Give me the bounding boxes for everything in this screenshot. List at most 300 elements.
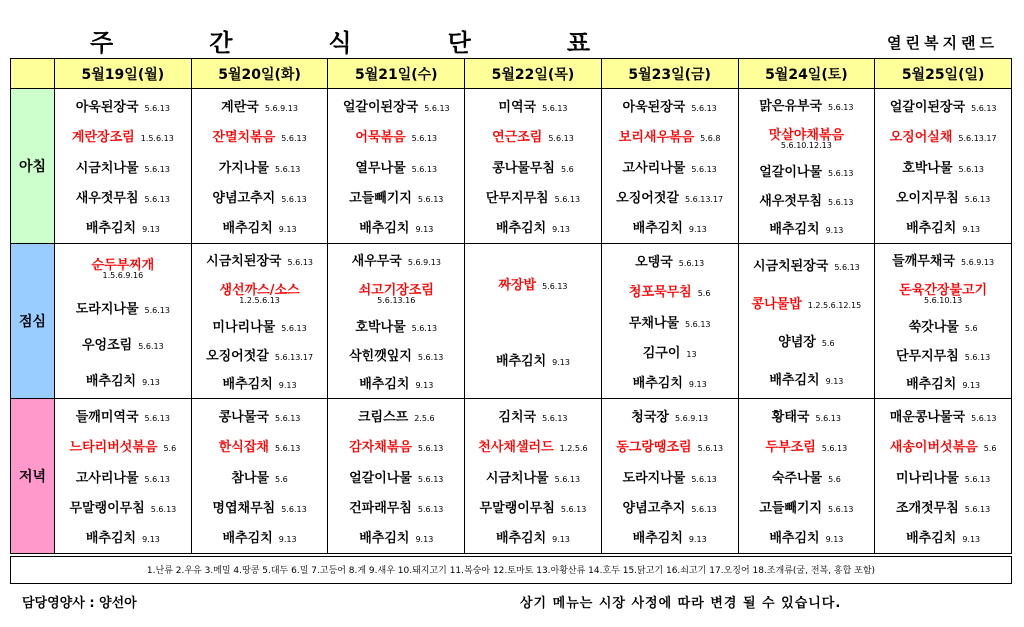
allergen-codes: 5.6.13	[417, 474, 444, 484]
dish-name: 양념고추지	[622, 500, 686, 516]
allergen-codes: 5.6.13	[685, 319, 711, 329]
dish-name: 배추김치	[769, 531, 820, 547]
menu-cell	[328, 399, 465, 554]
dish-name: 배추김치	[359, 221, 410, 237]
menu-item	[739, 192, 875, 209]
menu-item	[328, 408, 464, 425]
dish-name: 무말랭이무침	[69, 500, 145, 516]
main-dish-item	[55, 438, 191, 455]
menu-item-list	[465, 401, 601, 553]
allergen-codes: 9.13	[552, 225, 570, 235]
allergen-codes: 9.13	[415, 225, 434, 235]
dish-name: 계란장조림	[71, 130, 135, 146]
dish-name: 조개젓무침	[895, 500, 959, 516]
menu-item	[328, 98, 464, 115]
main-dish-item	[328, 438, 464, 455]
dish-name: 우엉조림	[82, 337, 133, 353]
menu-item	[328, 189, 464, 206]
menu-item-list	[465, 91, 601, 243]
meal-label: 점심	[11, 244, 55, 399]
menu-cell	[191, 244, 328, 399]
main-dish-item	[55, 256, 191, 281]
day-header: 5월24일(토)	[738, 59, 875, 89]
day-header: 5월25일(일)	[875, 59, 1012, 89]
allergen-codes: 5.6.13	[424, 103, 450, 113]
dish-name: 고들빼기지	[759, 500, 823, 516]
allergen-codes: 5.6.13	[542, 281, 568, 291]
allergen-codes: 5.6.8	[700, 134, 721, 144]
dish-name: 배추김치	[632, 221, 683, 237]
menu-item	[602, 314, 738, 331]
dish-name: 배추김치	[359, 531, 410, 547]
allergen-codes: 9.13	[415, 535, 434, 545]
allergen-codes: 9.13	[142, 225, 160, 235]
menu-item-list	[602, 401, 738, 553]
allergen-codes: 5.6	[964, 323, 978, 333]
dish-name: 한식잡채	[218, 440, 269, 456]
menu-item	[602, 253, 738, 270]
dish-name: 쑥갓나물	[908, 319, 959, 335]
menu-item	[192, 159, 328, 176]
dish-name: 배추김치	[85, 373, 137, 389]
allergen-codes: 5.6.13	[678, 258, 705, 268]
menu-item	[328, 469, 464, 486]
menu-cell	[465, 399, 602, 554]
allergen-codes: 5.6.13	[697, 444, 724, 454]
allergen-codes: 13	[686, 349, 697, 359]
menu-item	[875, 189, 1011, 206]
allergen-codes: 9.13	[962, 381, 981, 391]
dish-name: 얼갈이된장국	[889, 99, 966, 115]
allergen-codes: 5.6.13	[274, 413, 301, 423]
allergen-codes: 5.6.13	[964, 474, 991, 484]
dish-name: 숙주나물	[771, 470, 823, 486]
menu-item	[739, 529, 875, 546]
menu-item	[328, 347, 464, 364]
dish-name: 오징어젓갈	[206, 348, 269, 364]
allergen-codes: 5.6.13	[411, 164, 438, 174]
menu-item-list	[55, 91, 191, 243]
dish-name: 콩나물무침	[492, 160, 555, 176]
dish-name: 시금치나물	[75, 160, 139, 176]
allergen-codes: 5.6	[821, 338, 835, 348]
allergen-codes: 5.6.9.13	[960, 257, 995, 267]
allergen-codes: 5.6.13	[821, 444, 848, 454]
menu-item-list	[192, 246, 328, 398]
allergen-codes: 2.5.6	[414, 413, 435, 423]
dish-name: 들깨무채국	[892, 253, 955, 269]
menu-item	[602, 189, 738, 206]
menu-item	[739, 469, 875, 486]
menu-item	[875, 98, 1011, 115]
menu-item	[602, 219, 738, 236]
allergen-codes: 5.6.13	[828, 102, 854, 112]
menu-item	[465, 219, 601, 236]
brand-name: 열린복지랜드	[887, 34, 998, 52]
allergen-codes: 9.13	[688, 535, 707, 545]
menu-item	[192, 375, 328, 392]
allergen-codes: 9.13	[552, 535, 570, 545]
allergen-codes: 9.13	[688, 225, 707, 235]
menu-item	[55, 219, 191, 236]
allergen-codes: 5.6.13	[417, 194, 444, 204]
dietitian-name: 담당영양사 : 양선아	[22, 596, 137, 611]
menu-cell	[191, 89, 328, 244]
allergen-codes: 5.6.13	[138, 341, 164, 351]
dish-name: 시금치된장국	[752, 258, 829, 274]
menu-item	[55, 469, 191, 486]
dish-name: 삭힌깻잎지	[349, 348, 412, 364]
menu-item-list	[55, 246, 191, 398]
main-dish-item	[602, 283, 738, 300]
dish-name: 얼갈이나물	[759, 164, 823, 180]
dish-name: 천사채샐러드	[478, 440, 554, 456]
menu-item-list	[55, 401, 191, 553]
day-header: 5월21일(수)	[328, 59, 465, 89]
dish-name: 배추김치	[769, 372, 820, 388]
menu-change-notice: 상기 메뉴는 시장 사정에 따라 변경 될 수 있습니다.	[520, 596, 842, 611]
allergen-codes: 5.6.13	[417, 504, 444, 514]
allergen-codes: 9.13	[962, 535, 981, 545]
menu-item	[192, 98, 328, 115]
allergen-codes: 5.6.13	[144, 413, 170, 423]
menu-cell	[55, 89, 192, 244]
menu-item	[55, 300, 191, 317]
menu-cell	[328, 244, 465, 399]
menu-item	[875, 159, 1011, 176]
allergen-codes: 9.13	[142, 377, 160, 387]
dish-name: 배추김치	[359, 377, 410, 393]
dish-name: 새송이버섯볶음	[889, 440, 978, 456]
dish-name: 새우무국	[351, 253, 402, 269]
main-dish-item	[465, 438, 601, 455]
allergen-codes: 9.13	[142, 535, 160, 545]
dish-name: 김치국	[498, 409, 537, 425]
allergen-codes: 5.6.9.13	[674, 413, 709, 423]
allergen-codes: 5.6.13	[691, 164, 717, 174]
dish-name: 오이지무침	[895, 190, 959, 206]
dish-name: 명엽채무침	[212, 500, 276, 516]
dish-name: 배추김치	[906, 377, 957, 393]
allergen-codes: 9.13	[278, 225, 297, 235]
allergen-codes: 9.13	[278, 535, 297, 545]
menu-item	[328, 499, 464, 516]
allergen-codes: 5.6.10.13	[924, 296, 963, 306]
main-dish-item	[328, 128, 464, 145]
allergen-codes: 5.6.13	[542, 413, 568, 423]
dish-name: 새우젓무침	[759, 193, 823, 209]
menu-item-list	[739, 91, 875, 243]
corner-cell	[11, 59, 55, 89]
allergen-codes: 5.6.13	[281, 323, 307, 333]
menu-item	[192, 219, 328, 236]
allergen-codes: 9.13	[825, 226, 844, 236]
allergen-codes: 5.6.13	[834, 262, 860, 272]
dish-name: 무말랭이무침	[479, 500, 555, 516]
menu-cell	[328, 89, 465, 244]
allergen-codes: 9.13	[825, 376, 844, 386]
dish-name: 열무나물	[355, 160, 406, 176]
dish-name: 감자채볶음	[349, 440, 412, 456]
menu-cell	[191, 399, 328, 554]
allergen-codes: 5.6.13	[542, 103, 568, 113]
dish-name: 무채나물	[628, 315, 680, 331]
dish-name: 배추김치	[906, 531, 957, 547]
dish-name: 들깨미역국	[75, 409, 139, 425]
dish-name: 양념장	[778, 334, 816, 350]
menu-cell	[601, 244, 738, 399]
dish-name: 시금치나물	[485, 470, 549, 486]
allergen-codes: 5.6.13.17	[274, 352, 314, 362]
allergen-codes: 5.6.13	[828, 504, 854, 514]
allergen-codes: 5.6.13	[144, 164, 170, 174]
menu-cell	[601, 399, 738, 554]
menu-item	[192, 252, 328, 269]
menu-item-list	[328, 401, 464, 553]
allergen-codes: 5.6.13	[560, 504, 587, 514]
menu-item	[602, 499, 738, 516]
dish-name: 청국장	[631, 409, 669, 425]
menu-cell	[465, 89, 602, 244]
dish-name: 배추김치	[85, 221, 137, 237]
dish-name: 얼갈이된장국	[342, 99, 419, 115]
meal-row-lunch	[11, 244, 1012, 399]
menu-cell	[738, 89, 875, 244]
dish-name: 배추김치	[495, 353, 547, 369]
menu-item	[602, 374, 738, 391]
menu-item	[739, 408, 875, 425]
main-dish-item	[739, 295, 875, 312]
menu-item	[875, 347, 1011, 364]
allergen-codes: 5.6.13	[281, 134, 307, 144]
allergen-codes: 9.13	[962, 225, 981, 235]
menu-item	[602, 469, 738, 486]
menu-item-list	[739, 401, 875, 553]
main-dish-item	[875, 281, 1011, 306]
menu-item	[739, 333, 875, 350]
menu-item	[192, 499, 328, 516]
dish-name: 미나리나물	[895, 470, 959, 486]
menu-item	[55, 499, 191, 516]
allergen-codes: 9.13	[825, 535, 844, 545]
menu-item	[875, 219, 1011, 236]
allergen-codes: 5.6.13	[144, 103, 170, 113]
dish-name: 황태국	[771, 409, 810, 425]
allergen-codes: 5.6	[163, 444, 177, 454]
dish-name: 양념고추지	[212, 190, 276, 206]
dish-name: 순두부찌개	[91, 257, 155, 273]
weekly-menu-table	[10, 58, 1012, 554]
menu-cell	[738, 244, 875, 399]
dish-name: 배추김치	[495, 221, 547, 237]
dish-name: 가지나물	[218, 160, 269, 176]
allergen-codes: 5.6.13	[691, 474, 717, 484]
allergen-codes: 5.6.13	[144, 305, 170, 315]
main-dish-item	[192, 281, 328, 306]
menu-item-list	[739, 246, 875, 398]
menu-item	[602, 529, 738, 546]
main-dish-item	[739, 438, 875, 455]
dish-name: 배추김치	[632, 376, 683, 392]
menu-item-list	[465, 246, 601, 398]
day-header-row	[11, 59, 1012, 89]
menu-item	[739, 499, 875, 516]
allergen-codes: 5.6.13	[828, 168, 854, 178]
menu-item	[328, 159, 464, 176]
menu-cell	[738, 399, 875, 554]
allergen-codes: 1.5.6.13	[140, 134, 174, 144]
dish-name: 콩나물밥	[751, 296, 802, 312]
dish-name: 돈육간장불고기	[899, 282, 988, 298]
allergen-codes: 5.6.13	[964, 352, 991, 362]
menu-item	[55, 372, 191, 389]
dish-name: 생선까스/소스	[219, 282, 300, 298]
allergen-codes: 1.2.5.6.12.15	[807, 300, 862, 310]
menu-item	[465, 159, 601, 176]
dish-name: 아욱된장국	[75, 99, 139, 115]
dish-name: 오징어실채	[889, 130, 953, 146]
menu-item	[465, 499, 601, 516]
allergen-codes: 9.13	[278, 381, 297, 391]
allergen-codes: 5.6.13	[971, 413, 997, 423]
menu-cell	[875, 399, 1012, 554]
title-char: 주	[90, 28, 114, 57]
menu-item	[465, 529, 601, 546]
dish-name: 배추김치	[769, 222, 820, 238]
menu-item	[55, 98, 191, 115]
menu-item	[602, 408, 738, 425]
dish-name: 배추김치	[222, 377, 273, 393]
dish-name: 참나물	[231, 470, 270, 486]
dish-name: 호박나물	[355, 319, 406, 335]
main-dish-item	[465, 128, 601, 145]
dish-name: 보리새우볶음	[618, 130, 695, 146]
menu-item	[192, 318, 328, 335]
allergen-codes: 5.6.13	[958, 164, 984, 174]
dish-name: 오징어젓갈	[616, 190, 679, 206]
dish-name: 미역국	[498, 99, 537, 115]
menu-item	[875, 318, 1011, 335]
allergen-codes: 5.6.13	[417, 444, 444, 454]
main-dish-item	[465, 276, 601, 293]
allergen-codes: 5.6	[828, 474, 841, 484]
dish-name: 크림스프	[357, 409, 409, 425]
menu-item	[328, 219, 464, 236]
dish-name: 콩나물국	[218, 409, 269, 425]
menu-cell	[55, 244, 192, 399]
allergen-codes: 5.6.13	[964, 504, 991, 514]
title-char: 단	[447, 28, 471, 57]
allergen-codes: 5.6	[560, 164, 574, 174]
menu-cell	[465, 244, 602, 399]
title-char: 간	[209, 28, 233, 57]
dish-name: 배추김치	[222, 531, 273, 547]
menu-item	[192, 469, 328, 486]
allergen-codes: 5.6	[275, 474, 288, 484]
dish-name: 고들빼기지	[349, 190, 412, 206]
menu-item	[739, 163, 875, 180]
dish-name: 고사리나물	[75, 470, 139, 486]
main-dish-item	[602, 128, 738, 145]
meal-row-breakfast	[11, 89, 1012, 244]
dish-name: 도라지나물	[622, 470, 686, 486]
menu-item	[55, 189, 191, 206]
day-header: 5월20일(화)	[191, 59, 328, 89]
menu-item	[739, 220, 875, 237]
allergen-codes: 5.6.13	[411, 323, 438, 333]
dish-name: 두부조림	[765, 440, 816, 456]
allergen-codes: 5.6.13	[411, 134, 438, 144]
menu-item	[328, 529, 464, 546]
menu-item	[55, 159, 191, 176]
dish-name: 어묵볶음	[355, 130, 406, 146]
main-dish-item	[328, 281, 464, 306]
menu-item-list	[328, 246, 464, 398]
allergen-codes: 5.6.13	[554, 474, 581, 484]
allergen-codes: 9.13	[552, 357, 570, 367]
menu-item	[875, 499, 1011, 516]
main-dish-item	[875, 438, 1011, 455]
allergen-codes: 1.5.6.9.16	[102, 271, 144, 281]
dish-name: 아욱된장국	[622, 99, 686, 115]
allergen-codes: 5.6.13	[964, 194, 991, 204]
menu-cell	[875, 89, 1012, 244]
dish-name: 단무지무침	[895, 348, 959, 364]
menu-item	[739, 257, 875, 274]
allergen-codes: 5.6.13	[691, 504, 717, 514]
menu-item	[602, 98, 738, 115]
allergen-codes: 5.6	[697, 289, 711, 299]
dish-name: 고사리나물	[622, 160, 686, 176]
menu-cell	[601, 89, 738, 244]
menu-item	[55, 336, 191, 353]
allergen-codes: 5.6.9.13	[264, 103, 298, 113]
dish-name: 배추김치	[906, 221, 957, 237]
allergen-codes: 5.6.13	[417, 352, 444, 362]
menu-item-list	[602, 246, 738, 398]
allergen-codes: 5.6.9.13	[407, 257, 441, 267]
menu-item	[192, 347, 328, 364]
menu-item-list	[192, 401, 328, 553]
meal-row-dinner	[11, 399, 1012, 554]
allergen-codes: 9.13	[688, 380, 707, 390]
menu-item-list	[192, 91, 328, 243]
menu-item-list	[602, 91, 738, 243]
menu-item	[192, 189, 328, 206]
day-header: 5월23일(금)	[601, 59, 738, 89]
allergen-codes: 5.6.13	[144, 194, 170, 204]
allergen-codes: 5.6.13	[554, 194, 581, 204]
dish-name: 연근조림	[492, 130, 543, 146]
allergy-legend: 1.난류 2.우유 3.메밀 4.땅콩 5.대두 6.밀 7.고등어 8.게 9.새우 10.돼지고기 11.복숭아 12.토마토 13.아황산류 14.호두 15.닭고기 16.쇠고기 17.오징어 18.조개류(굴, 전복, 홍합 포함)	[10, 556, 1012, 584]
dish-name: 맛살야채볶음	[768, 127, 845, 143]
dish-name: 잔멸치볶음	[212, 130, 276, 146]
dish-name: 맑은유부국	[759, 98, 823, 114]
main-dish-item	[739, 126, 875, 151]
main-dish-item	[602, 438, 738, 455]
allergen-codes: 5.6.13	[281, 194, 307, 204]
menu-item	[602, 344, 738, 361]
dish-name: 동그랑땡조림	[616, 440, 692, 456]
menu-item-list	[875, 246, 1011, 398]
dish-name: 시금치된장국	[206, 253, 282, 269]
day-header: 5월19일(월)	[55, 59, 192, 89]
allergen-codes: 5.6.13	[971, 103, 997, 113]
menu-item	[465, 189, 601, 206]
dish-name: 오뎅국	[635, 254, 673, 270]
dish-name: 배추김치	[495, 531, 547, 547]
dish-name: 얼갈이나물	[349, 470, 412, 486]
